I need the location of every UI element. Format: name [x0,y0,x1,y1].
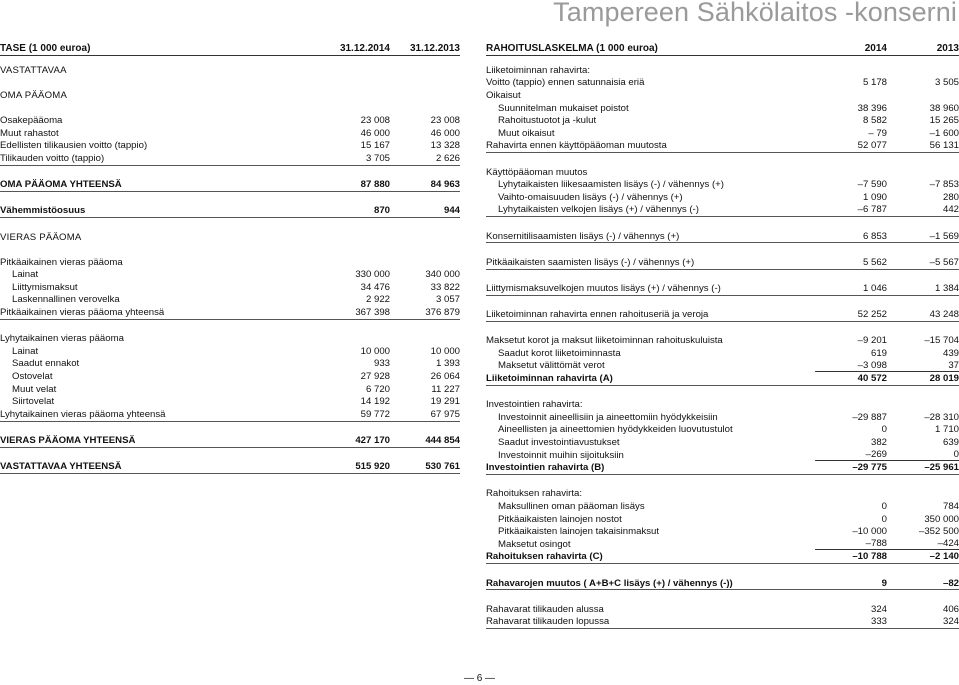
value-2014: 0 [881,500,887,512]
row-label: VASTATTAVAA [0,64,67,76]
table-row [0,231,460,244]
row-spacer [486,217,959,230]
value-2014: –29 887 [852,411,887,423]
row-label: Laskennallinen verovelka [12,294,120,306]
value-2013: 28 019 [929,373,959,385]
value-2014: 382 [870,437,887,449]
value-2014: 6 853 [862,230,887,242]
value-2014: 330 000 [355,269,390,281]
table-row [486,282,959,295]
value-2013: 944 [443,205,460,217]
table-row [486,461,959,474]
row-spacer [486,270,959,283]
value-2014: 38 396 [857,102,887,114]
row-label: Lyhytaikainen vieras pääoma [0,333,124,345]
value-2014: – 79 [868,127,887,139]
value-2014: 10 000 [360,345,390,357]
value-2013: –352 500 [918,526,959,538]
value-2014: 87 880 [360,179,390,191]
value-2013: –28 310 [924,411,959,423]
table-row [0,294,460,307]
value-2014: 933 [373,358,390,370]
value-2013: 43 248 [929,309,959,321]
row-label: Lyhytaikainen vieras pääoma yhteensä [0,408,166,420]
value-2014: 8 582 [862,115,887,127]
row-spacer [486,386,959,399]
value-2013: 439 [942,347,959,359]
table-row [486,256,959,269]
balance-sheet-heading: TASE (1 000 euroa) [0,42,91,54]
value-2014: 52 077 [857,140,887,152]
page-number: — 6 — [463,673,496,684]
value-2013: 46 000 [430,127,460,139]
row-label: Pitkäaikainen vieras pääoma [0,256,123,268]
value-2014: –6 787 [857,204,887,216]
value-2014: 0 [881,513,887,525]
value-2014: 324 [870,603,887,615]
value-2013: 1 384 [934,282,959,294]
balance-col-2013: 31.12.2013 [409,42,460,54]
value-2014: –29 775 [852,462,887,474]
table-row [486,334,959,347]
value-2014: 5 562 [862,256,887,268]
table-row [0,64,460,77]
row-spacer [486,322,959,335]
row-label: Tilikauden voitto (tappio) [0,152,105,164]
table-row [486,64,959,77]
value-2013: –1 600 [929,127,959,139]
cashflow-body [486,56,959,629]
value-2014: 52 252 [857,309,887,321]
value-2014: 5 178 [862,77,887,89]
row-label: Maksetut osingot [498,538,571,550]
row-label: Vaihto-omaisuuden lisäys (-) / vähennys (+) [498,191,683,203]
table-row [486,178,959,191]
table-row [486,424,959,437]
table-row [0,370,460,383]
value-2014: 0 [881,424,887,436]
row-label: Rahavarat tilikauden alussa [486,603,604,615]
row-label: Saadut investointiavustukset [498,437,620,449]
table-row [486,308,959,321]
table-row [0,408,460,421]
table-row [0,306,460,319]
value-2013: –82 [942,577,959,589]
row-label: Pitkäaikaisten lainojen nostot [498,513,622,525]
value-2014: –269 [815,449,887,461]
table-row [0,127,460,140]
table-row [486,140,959,153]
table-row [486,204,959,217]
value-2013: 3 505 [934,77,959,89]
row-label: Ostovelat [12,371,53,383]
value-2014: –10 000 [852,526,887,538]
value-2014: 870 [373,205,390,217]
value-2013: 10 000 [430,345,460,357]
value-2013: 444 854 [425,435,460,447]
value-2013: 376 879 [425,307,460,319]
row-label: Siirtovelat [12,396,55,408]
row-label: Pitkäaikainen vieras pääoma yhteensä [0,307,165,319]
row-label: Oikaisut [486,89,521,101]
cashflow-col-2013: 2013 [936,42,959,54]
table-row [486,603,959,616]
row-spacer [486,475,959,488]
value-2013: 1 393 [435,358,460,370]
row-spacer [486,590,959,603]
value-2014: 3 705 [365,152,390,164]
value-2013: 26 064 [430,371,460,383]
value-2013: 37 [887,360,959,372]
row-label: Liittymismaksuvelkojen muutos lisäys (+) / vähennys (-) [486,282,721,294]
value-2014: 1 090 [862,191,887,203]
row-label: Edellisten tilikausien voitto (tappio) [0,140,148,152]
table-row [486,513,959,526]
row-label: Saadut korot liiketoiminnasta [498,347,621,359]
row-label: Saadut ennakot [12,358,80,370]
table-row [486,89,959,102]
table-row [486,411,959,424]
table-row [0,383,460,396]
table-row [0,269,460,282]
value-2014: 1 046 [862,282,887,294]
balance-sheet-header [0,41,460,55]
table-row [486,577,959,590]
value-2014: 46 000 [360,127,390,139]
row-label: VASTATTAVAA YHTEENSÄ [0,461,122,473]
row-spacer [0,192,460,205]
value-2013: 639 [942,437,959,449]
value-2013: 38 960 [929,102,959,114]
table-row [0,152,460,165]
value-2013: –424 [887,538,959,550]
value-2014: 333 [870,616,887,628]
row-label: Lainat [12,269,39,281]
row-spacer [0,77,460,90]
row-label: Rahavarat tilikauden lopussa [486,616,610,628]
value-2014: –3 098 [815,360,887,372]
row-spacer [486,56,959,64]
value-2014: 9 [881,577,887,589]
table-row [486,114,959,127]
row-label: OMA PÄÄOMA YHTEENSÄ [0,179,122,191]
row-label: Konsernitilisaamisten lisäys (-) / vähennys (+) [486,230,680,242]
row-label: Rahoituksen rahavirta: [486,488,582,500]
table-row [0,332,460,345]
row-label: Liiketoiminnan rahavirta (A) [486,373,613,385]
row-label: Investointien rahavirta (B) [486,462,605,474]
value-2013: 0 [887,449,959,461]
row-label: Muut velat [12,383,57,395]
value-2014: 59 772 [360,408,390,420]
table-row [486,360,959,373]
row-label: VIERAS PÄÄOMA [0,231,82,243]
value-2013: 84 963 [430,179,460,191]
value-2013: –7 853 [929,179,959,191]
value-2014: 14 192 [360,396,390,408]
row-spacer [0,102,460,115]
value-2013: 442 [942,204,959,216]
row-spacer [0,56,460,64]
row-label: Käyttöpääoman muutos [486,166,588,178]
row-label: Investointien rahavirta: [486,399,583,411]
section-rule [486,628,959,629]
row-label: Rahoitustuotot ja -kulut [498,115,597,127]
row-label: Maksetut välittömät verot [498,360,605,372]
value-2013: 23 008 [430,115,460,127]
value-2014: 27 928 [360,371,390,383]
row-spacer [0,166,460,179]
row-label: Liiketoiminnan rahavirta: [486,64,590,76]
row-label: Lainat [12,345,39,357]
table-row [486,102,959,115]
value-2013: –2 140 [929,551,959,563]
row-spacer [486,153,959,166]
row-label: Liittymismaksut [12,281,78,293]
row-spacer [0,243,460,256]
row-spacer [486,564,959,577]
value-2013: 33 822 [430,281,460,293]
value-2014: –788 [815,538,887,550]
value-2014: 34 476 [360,281,390,293]
row-spacer [0,422,460,435]
value-2013: –25 961 [924,462,959,474]
value-2013: 530 761 [425,461,460,473]
table-row [0,358,460,371]
value-2014: –9 201 [857,335,887,347]
value-2014: 40 572 [857,373,887,385]
value-2014: –7 590 [857,179,887,191]
row-label: Vähemmistöosuus [0,205,86,217]
table-row [0,395,460,408]
value-2014: 619 [870,347,887,359]
value-2014: 15 167 [360,140,390,152]
balance-sheet-panel [0,41,460,474]
row-label: Lyhytaikaisten velkojen lisäys (+) / vähennys (-) [498,204,699,216]
row-spacer [0,448,460,461]
value-2013: 1 710 [934,424,959,436]
value-2013: 15 265 [929,115,959,127]
value-2014: 23 008 [360,115,390,127]
table-row [486,538,959,551]
table-row [486,77,959,90]
table-row [486,488,959,501]
table-row [486,230,959,243]
table-row [486,166,959,179]
cashflow-header [486,41,959,55]
row-label: Maksetut korot ja maksut liiketoiminnan rahoituskuluista [486,335,723,347]
row-label: Pitkäaikaisten lainojen takaisinmaksut [498,526,660,538]
row-label: Rahoituksen rahavirta (C) [486,551,603,563]
row-label: Suunnitelman mukaiset poistot [498,102,629,114]
table-row [0,460,460,473]
value-2013: 340 000 [425,269,460,281]
table-row [0,114,460,127]
row-label: Aineellisten ja aineettomien hyödykkeiden luovutustulot [498,424,733,436]
value-2013: 13 328 [430,140,460,152]
value-2014: 6 720 [365,383,390,395]
row-label: Lyhytaikaisten liikesaamisten lisäys (-) / vähennys (+) [498,179,724,191]
row-label: Pitkäaikaisten saamisten lisäys (-) / vähennys (+) [486,256,695,268]
value-2013: –5 567 [929,256,959,268]
report-title: Tampereen Sähkölaitos -konserni [553,0,957,27]
value-2013: 280 [942,191,959,203]
table-row [486,127,959,140]
value-2013: –1 569 [929,230,959,242]
table-row [486,551,959,564]
row-label: Rahavarojen muutos ( A+B+C lisäys (+) / vähennys (-)) [486,577,733,589]
table-row [486,398,959,411]
value-2013: –15 704 [924,335,959,347]
cashflow-heading: RAHOITUSLASKELMA (1 000 euroa) [486,42,658,54]
row-label: Investoinnit aineellisiin ja aineettomiin hyödykkeisiin [498,411,718,423]
value-2013: 2 626 [435,152,460,164]
value-2014: 427 170 [355,435,390,447]
value-2014: 367 398 [355,307,390,319]
table-row [0,178,460,191]
table-row [486,347,959,360]
row-label: Voitto (tappio) ennen satunnaisia eriä [486,77,645,89]
value-2013: 67 975 [430,408,460,420]
table-row [0,256,460,269]
row-label: Investoinnit muihin sijoituksiin [498,449,624,461]
row-label: OMA PÄÄOMA [0,89,68,101]
row-label: Liiketoiminnan rahavirta ennen rahoituseriä ja veroja [486,309,709,321]
table-row [0,345,460,358]
value-2013: 406 [942,603,959,615]
row-spacer [0,218,460,231]
table-row [0,140,460,153]
table-row [486,436,959,449]
row-label: Maksullinen oman pääoman lisäys [498,500,645,512]
value-2013: 19 291 [430,396,460,408]
table-row [0,205,460,218]
row-spacer [486,296,959,309]
row-label: Muut rahastot [0,127,59,139]
table-row [486,525,959,538]
row-label: VIERAS PÄÄOMA YHTEENSÄ [0,435,136,447]
table-row [486,449,959,462]
balance-col-2014: 31.12.2014 [339,42,390,54]
table-row [486,500,959,513]
value-2013: 784 [942,500,959,512]
cashflow-col-2014: 2014 [864,42,887,54]
cashflow-panel [486,41,959,629]
table-row [0,89,460,102]
table-row [486,191,959,204]
section-rule [0,473,460,474]
row-label: Rahavirta ennen käyttöpääoman muutosta [486,140,667,152]
balance-sheet-body [0,56,460,474]
row-label: Osakepääoma [0,115,63,127]
table-row [486,372,959,385]
table-row [486,616,959,629]
row-label: Muut oikaisut [498,127,555,139]
table-row [0,434,460,447]
value-2014: 515 920 [355,461,390,473]
table-row [0,281,460,294]
row-spacer [486,243,959,256]
value-2013: 56 131 [929,140,959,152]
value-2013: 11 227 [431,383,460,395]
value-2013: 350 000 [924,513,959,525]
value-2014: 2 922 [365,294,390,306]
value-2014: –10 788 [852,551,887,563]
value-2013: 324 [942,616,959,628]
value-2013: 3 057 [435,294,460,306]
row-spacer [0,320,460,333]
